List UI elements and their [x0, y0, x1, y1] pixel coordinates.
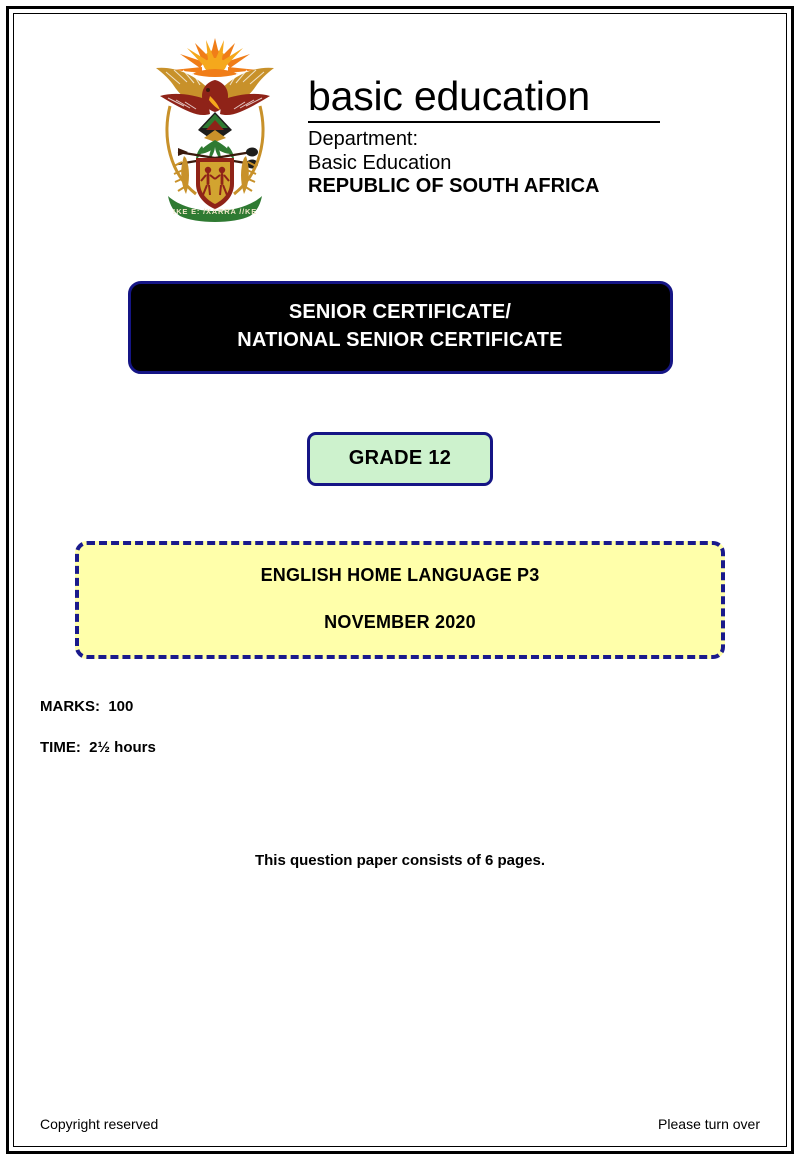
- grade-box: [307, 432, 493, 486]
- wordmark-divider: [308, 121, 660, 123]
- page-count-note: This question paper consists of 6 pages.: [254, 851, 546, 869]
- footer-turn-over: Please turn over: [658, 1116, 760, 1132]
- basic-education-wordmark: [308, 34, 660, 199]
- subject-title: ENGLISH HOME LANGUAGE P3: [260, 564, 540, 585]
- certificate-line-2: NATIONAL SENIOR CERTIFICATE: [237, 329, 563, 352]
- certificate-banner: [128, 281, 673, 374]
- exam-session: NOVEMBER 2020: [324, 611, 476, 632]
- marks-row: MARKS: 100: [40, 697, 134, 715]
- wordmark-title: basic education: [308, 73, 590, 119]
- time-row: TIME: 2½ hours: [40, 738, 156, 756]
- department-name: Basic Education: [308, 151, 452, 174]
- country-name: REPUBLIC OF SOUTH AFRICA: [308, 175, 600, 198]
- header-logo-lockup: [20, 20, 780, 224]
- footer-copyright: Copyright reserved: [40, 1116, 159, 1132]
- subject-box: [75, 541, 725, 659]
- svg-text:!KE E: /XARRA //KE: !KE E: /XARRA //KE: [172, 207, 258, 216]
- department-label: Department:: [308, 128, 419, 150]
- page-content: [20, 20, 780, 1140]
- exam-meta: [20, 698, 780, 756]
- grade-label: GRADE 12: [348, 446, 452, 469]
- page-footer: [40, 1116, 760, 1132]
- subject-spacer: [89, 586, 711, 612]
- south-african-coat-of-arms-icon: [140, 34, 290, 224]
- certificate-line-1: SENIOR CERTIFICATE/: [288, 301, 512, 323]
